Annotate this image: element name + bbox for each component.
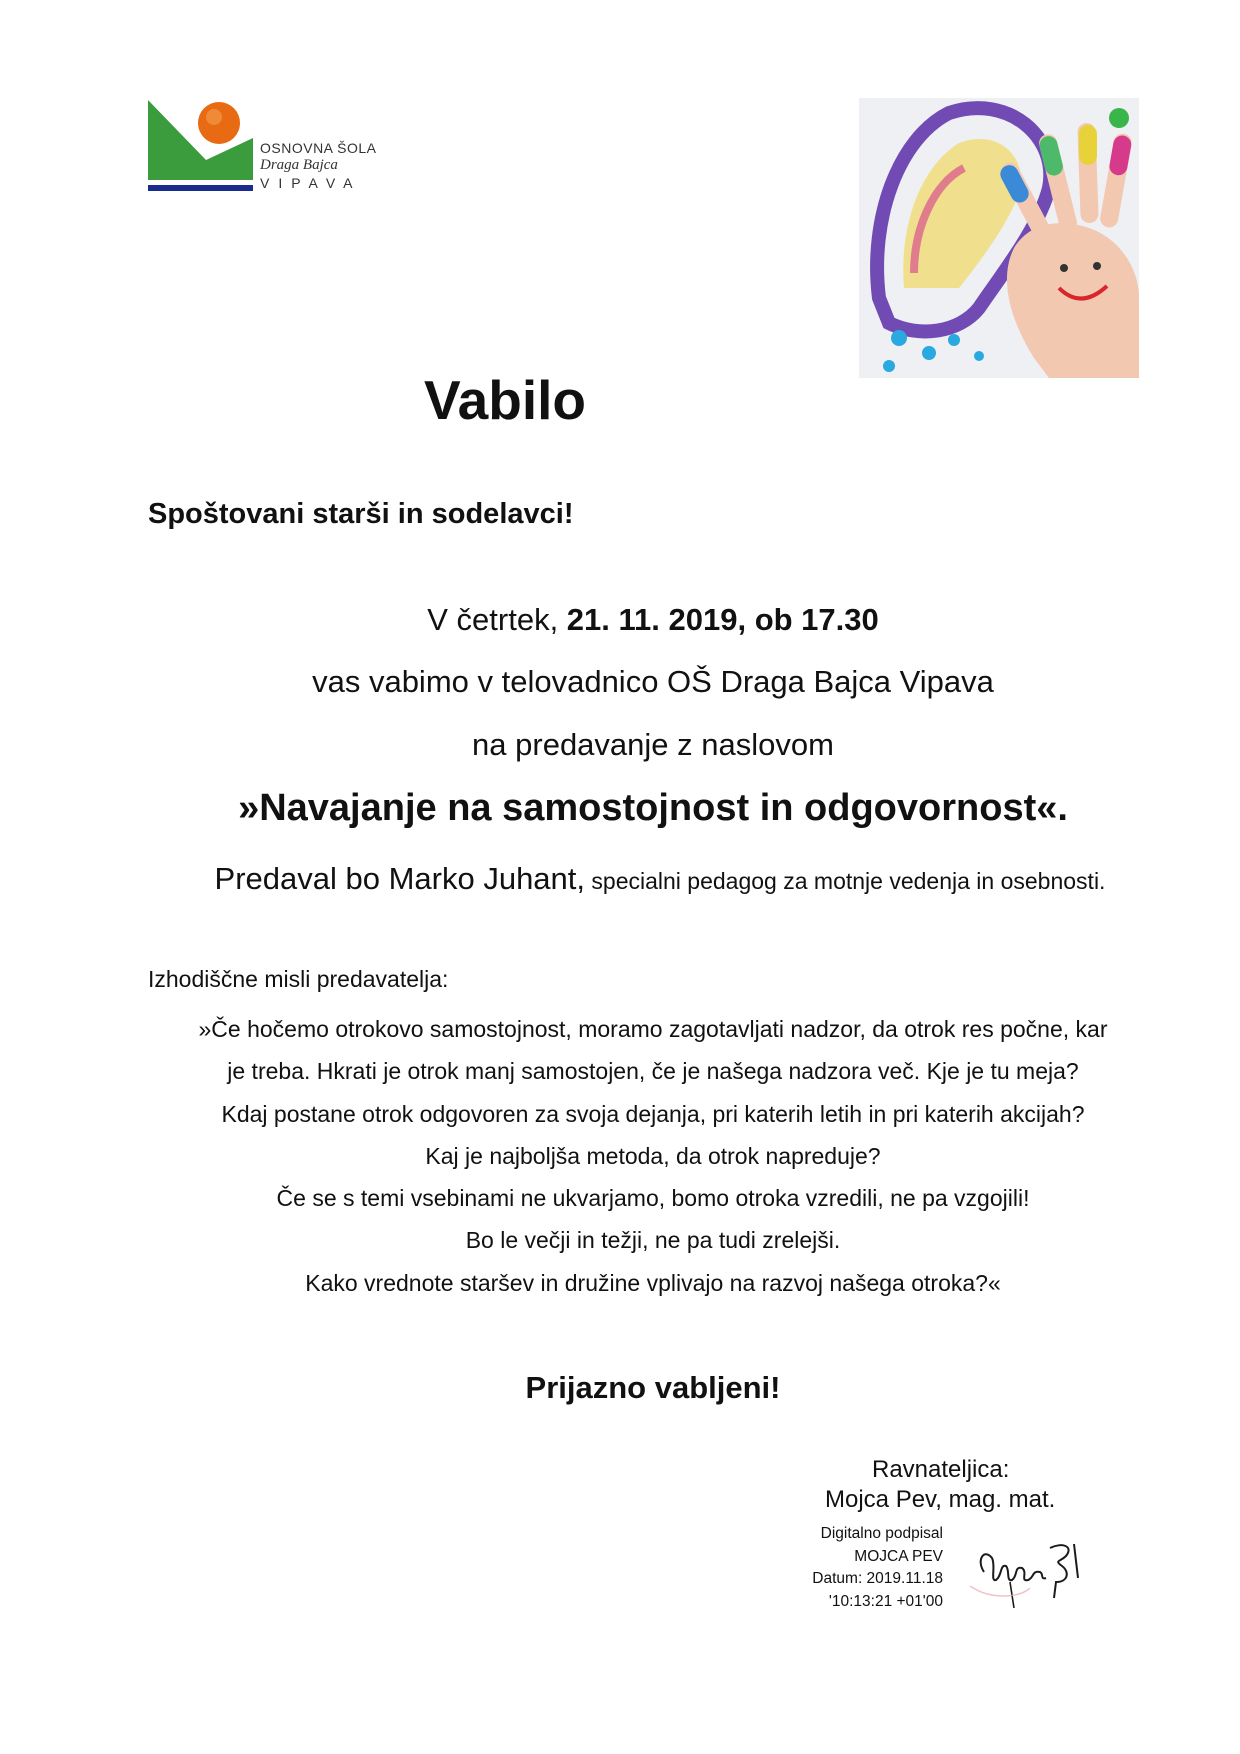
topic-intro: na predavanje z naslovom <box>472 727 834 762</box>
lecturer-line <box>160 861 1160 897</box>
quote-line: Kaj je najboljša metoda, da otrok napreduje? <box>425 1142 881 1169</box>
greeting: Spoštovani starši in sodelavci! <box>148 498 574 530</box>
handwritten-signature-icon <box>970 1530 1090 1610</box>
logo-line-1: OSNOVNA ŠOLA <box>260 140 377 156</box>
quote-line: Če se s temi vsebinami ne ukvarjamo, bomo otroka vzredili, ne pa vzgojili! <box>276 1185 1030 1212</box>
thoughts-label: Izhodiščne misli predavatelja: <box>148 966 449 992</box>
quote-line: Kako vrednote staršev in družine vplivajo na razvoj našega otroka?« <box>305 1269 1001 1296</box>
logo-text <box>260 140 377 191</box>
digital-signature-line: Digitalno podpisal <box>820 1525 943 1542</box>
lecturer-role: specialni pedagog za motnje vedenja in osebnosti. <box>585 868 1106 894</box>
lecture-topic: »Navajanje na samostojnost in odgovornost«. <box>238 787 1068 829</box>
digital-signature-line: MOJCA PEV <box>854 1547 943 1565</box>
digital-signature-block <box>795 1523 943 1613</box>
quote-line: »Če hočemo otrokovo samostojnost, moramo zagotavljati nadzor, da otrok res počne, kar <box>198 1016 1108 1042</box>
signatory-name: Mojca Pev, mag. mat. <box>825 1486 1056 1513</box>
lecturer-name: Predaval bo Marko Juhant, <box>214 861 586 896</box>
school-logo <box>148 98 377 208</box>
logo-line-2: Draga Bajca <box>260 157 338 173</box>
closing-text: Prijazno vabljeni! <box>525 1370 781 1405</box>
logo-line-3: VIPAVA <box>260 175 362 191</box>
quote-line: Kdaj postane otrok odgovoren za svoja dejanja, pri katerih letih in pri katerih akcijah? <box>221 1100 1085 1127</box>
event-day-prefix: V četrtek, <box>427 602 567 637</box>
event-date-time: 21. 11. 2019, ob 17.30 <box>566 602 879 637</box>
quote-line: je treba. Hkrati je otrok manj samostojen, če je našega nadzora več. Kje je tu meja? <box>227 1058 1079 1085</box>
signatory-role: Ravnateljica: <box>872 1456 1010 1483</box>
page-title: Vabilo <box>424 369 586 431</box>
digital-signature-line: '10:13:21 +01'00 <box>828 1592 943 1610</box>
event-date-line <box>148 602 1158 638</box>
logo-emblem-icon <box>148 98 260 198</box>
quote-line: Bo le večji in težji, ne pa tudi zrelejši. <box>465 1227 841 1254</box>
lecturer-quote <box>148 1008 1158 1304</box>
event-location-line: vas vabimo v telovadnico OŠ Draga Bajca Vipava <box>312 664 994 699</box>
digital-signature-line: Datum: 2019.11.18 <box>812 1570 943 1587</box>
painted-hand-image <box>859 98 1139 378</box>
